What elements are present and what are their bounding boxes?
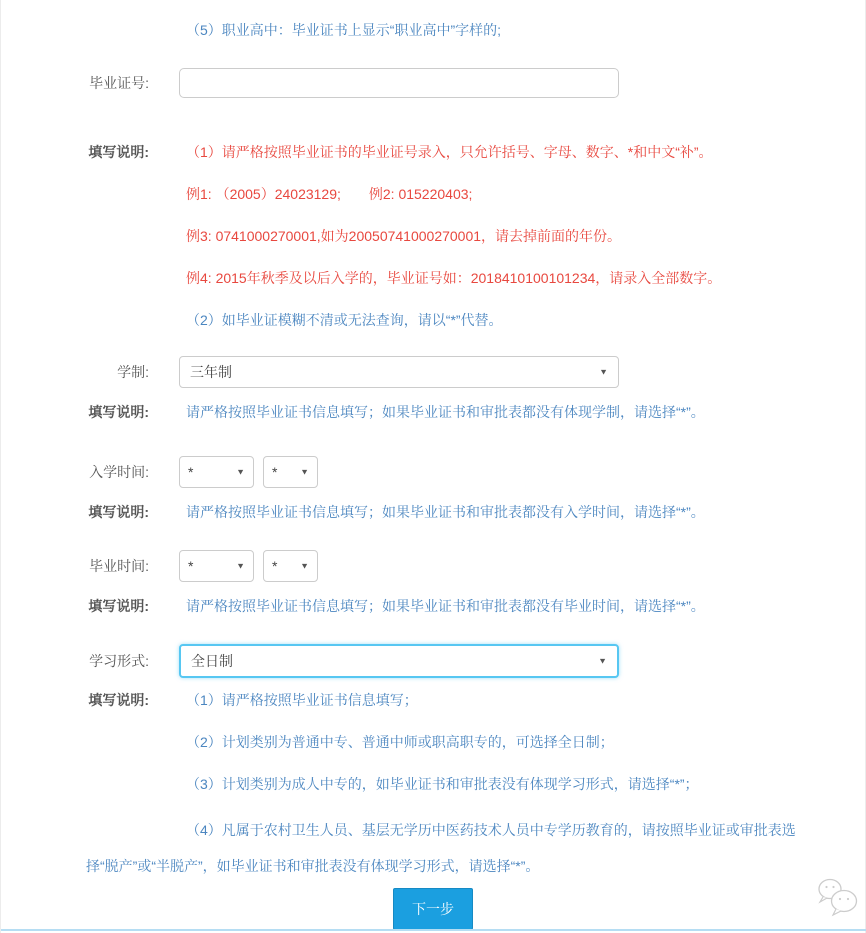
instruction-line: 例3: 0741000270001,如为20050741000270001，请去掉前面的年份。 bbox=[186, 228, 622, 244]
chevron-down-icon: ▼ bbox=[598, 656, 607, 666]
study-form-notes-row bbox=[86, 690, 805, 794]
study-form-select[interactable] bbox=[179, 644, 619, 678]
enrollment-year-value: * bbox=[188, 464, 194, 480]
instruction-line: 例1: （2005）24023129; 例2: 015220403; bbox=[186, 186, 473, 202]
graduation-year-value: * bbox=[188, 558, 194, 574]
schooling-length-value: 三年制 bbox=[190, 364, 232, 380]
instruction-line: （2）如毕业证模糊不清或无法查询，请以“*”代替。 bbox=[186, 312, 503, 328]
graduation-time-row bbox=[86, 550, 805, 582]
instructions-label: 填写说明: bbox=[88, 144, 149, 160]
enrollment-time-label: 入学时间: bbox=[89, 464, 149, 480]
note-text: （2）计划类别为普通中专、普通中师或职高职专的，可选择全日制； bbox=[186, 734, 614, 750]
note-text: 请严格按照毕业证书信息填写；如果毕业证书和审批表都没有体现学制，请选择“*”。 bbox=[186, 404, 705, 420]
chevron-down-icon: ▼ bbox=[300, 467, 309, 477]
graduation-time-note-row bbox=[86, 596, 805, 616]
schooling-length-label: 学制: bbox=[117, 364, 149, 380]
schooling-length-note-row bbox=[86, 402, 805, 422]
note-text: 请严格按照毕业证书信息填写；如果毕业证书和审批表都没有入学时间，请选择“*”。 bbox=[186, 504, 705, 520]
note-label: 填写说明: bbox=[88, 692, 149, 708]
certificate-no-input[interactable] bbox=[179, 68, 619, 98]
enrollment-month-value: * bbox=[272, 464, 278, 480]
footer-divider bbox=[1, 929, 866, 931]
graduation-year-select[interactable] bbox=[179, 550, 254, 582]
note-label: 填写说明: bbox=[88, 598, 149, 614]
instruction-line: （1）请严格按照毕业证书的毕业证号录入，只允许括号、字母、数字、*和中文“补”。 bbox=[186, 144, 713, 160]
enrollment-year-select[interactable] bbox=[179, 456, 254, 488]
study-form-value: 全日制 bbox=[191, 653, 233, 669]
instruction-line: 例4: 2015年秋季及以后入学的，毕业证号如：2018410100101234，请录入全部数字。 bbox=[186, 270, 722, 286]
certificate-no-row bbox=[86, 68, 805, 98]
graduation-month-value: * bbox=[272, 558, 278, 574]
schooling-length-row bbox=[86, 356, 805, 388]
note-text: （3）计划类别为成人中专的，如毕业证书和审批表没有体现学习形式，请选择“*”； bbox=[186, 776, 699, 792]
wechat-icon[interactable] bbox=[813, 869, 861, 925]
study-form-label: 学习形式: bbox=[89, 653, 149, 669]
chevron-down-icon: ▼ bbox=[599, 367, 608, 377]
certificate-no-instructions bbox=[86, 142, 805, 330]
top-note: （5）职业高中：毕业证书上显示“职业高中”字样的; bbox=[186, 22, 501, 38]
enrollment-time-row bbox=[86, 456, 805, 488]
study-form-row bbox=[86, 644, 805, 678]
graduation-month-select[interactable] bbox=[263, 550, 318, 582]
note-text: （1）请严格按照毕业证书信息填写； bbox=[186, 692, 418, 708]
note-label: 填写说明: bbox=[88, 504, 149, 520]
chevron-down-icon: ▼ bbox=[236, 561, 245, 571]
schooling-length-select[interactable] bbox=[179, 356, 619, 388]
chevron-down-icon: ▼ bbox=[300, 561, 309, 571]
enrollment-month-select[interactable] bbox=[263, 456, 318, 488]
note-text-wrapped: （4）凡属于农村卫生人员、基层无学历中医药技术人员中专学历教育的，请按照毕业证或审批表选择“脱产”或“半脱产”，如毕业证书和审批表没有体现学习形式，请选择“*”。 bbox=[86, 822, 796, 874]
certificate-no-label: 毕业证号: bbox=[89, 75, 149, 91]
next-step-button[interactable]: 下一步 bbox=[393, 888, 473, 930]
note-label: 填写说明: bbox=[88, 404, 149, 420]
note-text: 请严格按照毕业证书信息填写；如果毕业证书和审批表都没有毕业时间，请选择“*”。 bbox=[186, 598, 705, 614]
enrollment-time-note-row bbox=[86, 502, 805, 522]
chevron-down-icon: ▼ bbox=[236, 467, 245, 477]
graduation-time-label: 毕业时间: bbox=[89, 558, 149, 574]
